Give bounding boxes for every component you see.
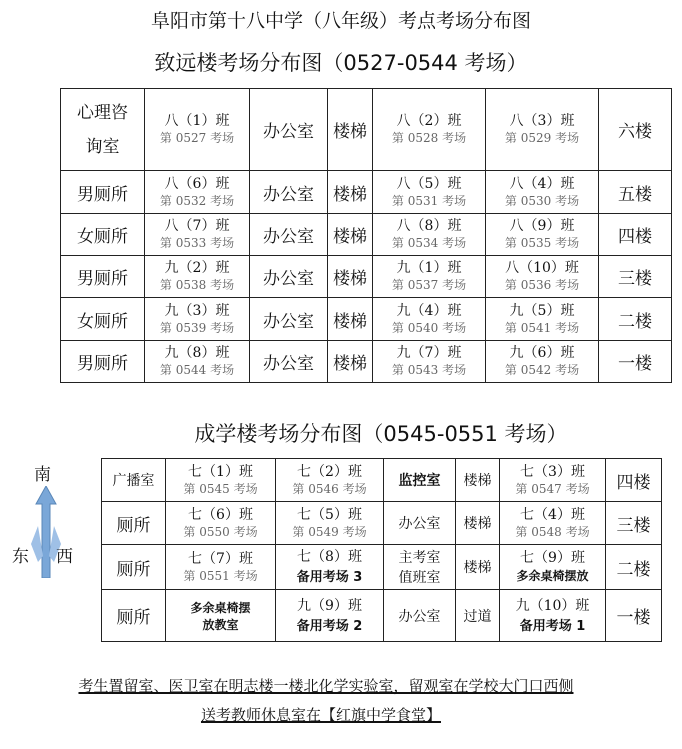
notice-teacher-lounge: 送考教师休息室在【红旗中学食堂】 [200, 706, 441, 724]
table-row [102, 502, 662, 545]
exam-room-cell: 七（4）班 第 0548 考场 [500, 502, 606, 545]
office-cell: 办公室 [250, 214, 328, 256]
exam-room-cell: 九（5）班 第 0541 考场 [486, 298, 599, 341]
stairs-cell: 楼梯 [328, 256, 373, 298]
exam-room-cell: 八（6）班 第 0532 考场 [145, 171, 250, 214]
exam-room-cell: 九（6）班 第 0542 考场 [486, 341, 599, 383]
exam-room-cell: 八（9）班 第 0535 考场 [486, 214, 599, 256]
floor-label: 一楼 [606, 590, 662, 642]
restroom-cell: 女厕所 [61, 214, 145, 256]
office-cell: 办公室 [250, 89, 328, 171]
compass-west-label: 西 [56, 547, 73, 567]
table-row [61, 341, 672, 383]
floor-label: 六楼 [599, 89, 672, 171]
floor-label: 五楼 [599, 171, 672, 214]
exam-room-cell: 八（4）班 第 0530 考场 [486, 171, 599, 214]
compass-east-label: 东 [12, 547, 29, 567]
stairs-cell: 楼梯 [328, 298, 373, 341]
building1-title: 致远楼考场分布图（0527-0544 考场） [154, 51, 528, 75]
exam-room-cell: 九（7）班 第 0543 考场 [373, 341, 486, 383]
exam-room-cell: 八（10）班 第 0536 考场 [486, 256, 599, 298]
floor-label: 二楼 [606, 545, 662, 590]
room-counseling: 心理咨 询室 [61, 89, 145, 171]
office-cell: 办公室 [384, 502, 456, 545]
exam-room-cell: 九（2）班 第 0538 考场 [145, 256, 250, 298]
chief-duty-room: 主考室 值班室 [384, 545, 456, 590]
stairs-cell: 楼梯 [328, 214, 373, 256]
exam-room-cell: 八（3）班 第 0529 考场 [486, 89, 599, 171]
exam-room-cell: 九（4）班 第 0540 考场 [373, 298, 486, 341]
exam-room-cell: 九（8）班 第 0544 考场 [145, 341, 250, 383]
exam-room-cell: 九（10）班 备用考场 1 [500, 590, 606, 642]
page-title: 阜阳市第十八中学（八年级）考点考场分布图 [150, 10, 531, 32]
table-row [61, 298, 672, 341]
restroom-cell: 厕所 [102, 545, 166, 590]
exam-room-cell: 七（9）班 多余桌椅摆放 [500, 545, 606, 590]
table-row [102, 590, 662, 642]
exam-room-cell: 七（6）班 第 0550 考场 [166, 502, 276, 545]
restroom-cell: 男厕所 [61, 171, 145, 214]
exam-room-cell: 九（1）班 第 0537 考场 [373, 256, 486, 298]
table-row [61, 256, 672, 298]
building1-table [60, 88, 672, 383]
exam-room-cell: 七（8）班 备用考场 3 [276, 545, 384, 590]
restroom-cell: 女厕所 [61, 298, 145, 341]
office-cell: 办公室 [250, 171, 328, 214]
floor-label: 二楼 [599, 298, 672, 341]
table-row [102, 459, 662, 502]
office-cell: 办公室 [250, 298, 328, 341]
table-row [61, 214, 672, 256]
floor-label: 三楼 [599, 256, 672, 298]
table-row [61, 89, 672, 171]
exam-room-cell: 七（3）班 第 0547 考场 [500, 459, 606, 502]
exam-room-cell: 九（9）班 备用考场 2 [276, 590, 384, 642]
office-cell: 办公室 [250, 256, 328, 298]
compass-south-label: 南 [34, 465, 51, 485]
spare-furniture-room: 多余桌椅摆 放教室 [166, 590, 276, 642]
floor-label: 四楼 [599, 214, 672, 256]
floor-label: 一楼 [599, 341, 672, 383]
table-row [61, 171, 672, 214]
exam-room-cell: 八（1）班 第 0527 考场 [145, 89, 250, 171]
notice-isolation-rooms: 考生置留室、医卫室在明志楼一楼北化学实验室，留观室在学校大门口西侧 [78, 677, 574, 695]
compass [6, 458, 90, 578]
exam-room-cell: 七（7）班 第 0551 考场 [166, 545, 276, 590]
stairs-cell: 楼梯 [456, 545, 500, 590]
exam-room-cell: 七（1）班 第 0545 考场 [166, 459, 276, 502]
exam-room-cell: 七（2）班 第 0546 考场 [276, 459, 384, 502]
building2-title: 成学楼考场分布图（0545-0551 考场） [194, 422, 568, 446]
building2-table [101, 458, 662, 642]
stairs-cell: 楼梯 [456, 459, 500, 502]
exam-room-cell: 八（2）班 第 0528 考场 [373, 89, 486, 171]
broadcast-room: 广播室 [102, 459, 166, 502]
restroom-cell: 男厕所 [61, 256, 145, 298]
exam-room-cell: 九（3）班 第 0539 考场 [145, 298, 250, 341]
table-row [102, 545, 662, 590]
restroom-cell: 厕所 [102, 502, 166, 545]
stairs-cell: 楼梯 [328, 171, 373, 214]
stairs-cell: 楼梯 [328, 341, 373, 383]
floor-label: 三楼 [606, 502, 662, 545]
exam-room-cell: 七（5）班 第 0549 考场 [276, 502, 384, 545]
stairs-cell: 楼梯 [328, 89, 373, 171]
exam-room-cell: 八（5）班 第 0531 考场 [373, 171, 486, 214]
restroom-cell: 厕所 [102, 590, 166, 642]
office-cell: 办公室 [250, 341, 328, 383]
stairs-cell: 楼梯 [456, 502, 500, 545]
floor-label: 四楼 [606, 459, 662, 502]
restroom-cell: 男厕所 [61, 341, 145, 383]
corridor-cell: 过道 [456, 590, 500, 642]
monitor-room: 监控室 [384, 459, 456, 502]
office-cell: 办公室 [384, 590, 456, 642]
exam-room-cell: 八（7）班 第 0533 考场 [145, 214, 250, 256]
exam-room-cell: 八（8）班 第 0534 考场 [373, 214, 486, 256]
